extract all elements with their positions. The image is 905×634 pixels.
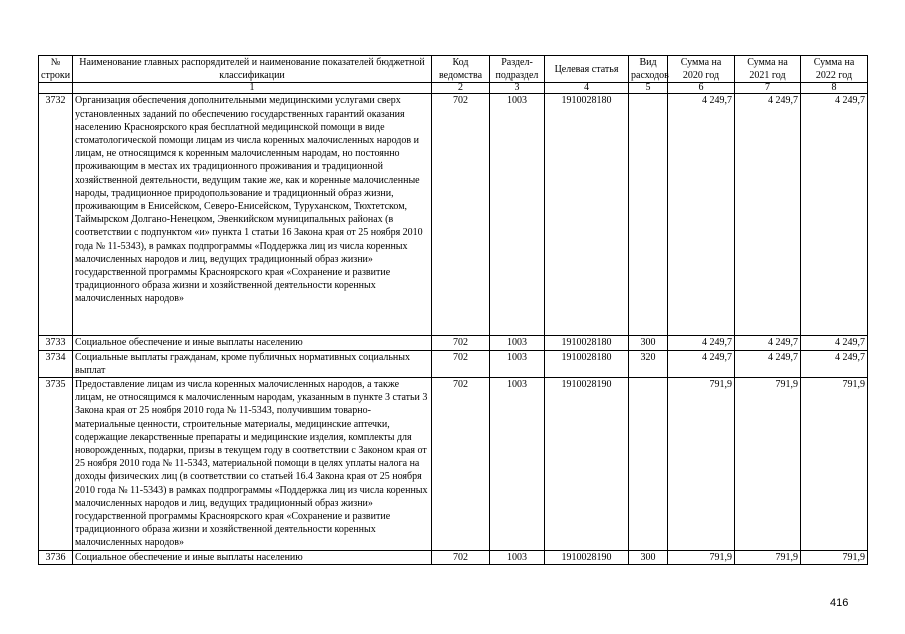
row-section-code: 1003 [490,350,545,377]
row-sum-2020: 791,9 [668,378,735,551]
table-row [39,336,868,350]
row-sum-2022: 791,9 [801,550,868,564]
row-sum-2022: 4 249,7 [801,336,868,350]
header-sum-2020: Сумма на 2020 год [668,56,735,83]
row-sum-2020: 4 249,7 [668,350,735,377]
header-row [39,56,868,83]
column-number: 2 [432,83,490,94]
row-name: Социальное обеспечение и иные выплаты населению [73,336,432,350]
table-row [39,94,868,336]
row-dept-code: 702 [432,550,490,564]
row-number: 3734 [39,350,73,377]
row-sum-2020: 4 249,7 [668,336,735,350]
column-number [39,83,73,94]
row-name: Социальные выплаты гражданам, кроме публичных нормативных социальных выплат [73,350,432,377]
row-sum-2021: 4 249,7 [735,94,801,336]
row-sum-2022: 4 249,7 [801,94,868,336]
row-expense-type: 320 [629,350,668,377]
table-row [39,350,868,377]
row-section-code: 1003 [490,378,545,551]
row-sum-2022: 791,9 [801,378,868,551]
header-expense-type: Вид расходов [629,56,668,83]
page-number: 416 [830,597,849,609]
table-row [39,378,868,551]
row-sum-2021: 791,9 [735,378,801,551]
header-section: Раздел-подраздел [490,56,545,83]
header-sum-2022: Сумма на 2022 год [801,56,868,83]
row-dept-code: 702 [432,94,490,336]
row-sum-2021: 4 249,7 [735,336,801,350]
column-number: 7 [735,83,801,94]
row-sum-2021: 4 249,7 [735,350,801,377]
column-number: 5 [629,83,668,94]
column-number: 1 [73,83,432,94]
row-target-code: 1910028180 [545,350,629,377]
row-target-code: 1910028180 [545,94,629,336]
row-dept-code: 702 [432,350,490,377]
row-target-code: 1910028190 [545,378,629,551]
column-number: 4 [545,83,629,94]
row-name: Социальное обеспечение и иные выплаты населению [73,550,432,564]
row-number: 3735 [39,378,73,551]
row-sum-2022: 4 249,7 [801,350,868,377]
row-expense-type: 300 [629,550,668,564]
row-target-code: 1910028190 [545,550,629,564]
header-row-no: № строки [39,56,73,83]
row-expense-type [629,378,668,551]
row-sum-2021: 791,9 [735,550,801,564]
row-section-code: 1003 [490,550,545,564]
row-sum-2020: 791,9 [668,550,735,564]
column-number: 8 [801,83,868,94]
row-number: 3736 [39,550,73,564]
table-row [39,550,868,564]
row-name: Предоставление лицам из числа коренных малочисленных народов, а также лицам, не относящимся к малочисленным народам, указанным в пункте 3 статьи 3 Закона края от 25 ноября 2010 года № 11-5343, получившим товарно-материальные ценности, строительные материалы, медицинские аптечки, содержащие лекарственные препараты и медицинские изделия, комплекты для новорожденных, подарки, призы в текущем году в соответствии с Законом края от 25 ноября 2010 года № 11-5343, материальной помощи в целях уплаты налога на доходы физических лиц (в соответствии со статьей 16.4 Закона края от 25 ноября 2010 года № 11-5343) в рамках подпрограммы «Поддержка лиц из числа коренных малочисленных народов и лиц, ведущих традиционный образ жизни» государственной программы Красноярского края «Сохранение и развитие традиционного образа жизни и хозяйственной деятельности коренных малочисленных народов» [73,378,432,551]
column-number: 6 [668,83,735,94]
row-section-code: 1003 [490,94,545,336]
row-sum-2020: 4 249,7 [668,94,735,336]
row-dept-code: 702 [432,336,490,350]
header-name: Наименование главных распорядителей и наименование показателей бюджетной классификации [73,56,432,83]
row-number: 3733 [39,336,73,350]
row-section-code: 1003 [490,336,545,350]
row-expense-type: 300 [629,336,668,350]
row-target-code: 1910028180 [545,336,629,350]
row-number: 3732 [39,94,73,336]
header-target: Целевая статья [545,56,629,83]
row-expense-type [629,94,668,336]
budget-table [38,55,868,565]
row-name: Организация обеспечения дополнительными медицинскими услугами сверх установленных заданий по обеспечению государственных гарантий оказания населению Красноярского края бесплатной медицинской помощи в виде стоматологической помощи лицам из числа коренных малочисленных народов и лицам, не относящимся к коренным малочисленным народам, но постоянно проживающим в местах их традиционного проживания и традиционной хозяйственной деятельности, ведущим такие же, как и коренные малочисленные народы, традиционное природопользование и традиционный образ жизни, проживающим в Енисейском, Северо-Енисейском, Туруханском, Тюхтетском, Таймырском Долгано-Ненецком, Эвенкийском муниципальных районах (в соответствии с подпунктом «и» пункта 1 статьи 16 Закона края от 25 ноября 2010 года № 11-5343), в рамках подпрограммы «Поддержка лиц из числа коренных малочисленных народов и лиц, ведущих традиционный образ жизни» государственной программы Красноярского края «Сохранение и развитие традиционного образа жизни и хозяйственной деятельности коренных малочисленных народов» [73,94,432,336]
column-number: 3 [490,83,545,94]
header-sum-2021: Сумма на 2021 год [735,56,801,83]
column-number-row [39,83,868,94]
row-dept-code: 702 [432,378,490,551]
header-dept: Код ведомства [432,56,490,83]
